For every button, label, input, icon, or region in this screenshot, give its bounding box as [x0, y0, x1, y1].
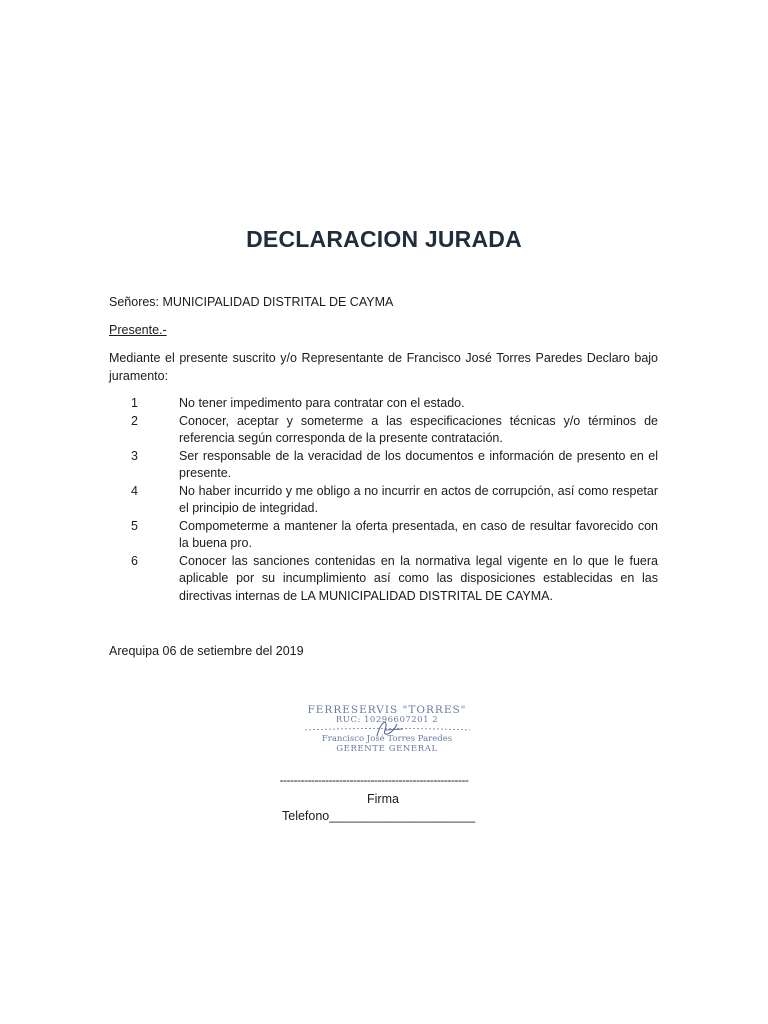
stamp-ruc: RUC: 10296607201 2 — [335, 715, 439, 725]
item-number: 3 — [131, 448, 138, 463]
list-item — [109, 553, 658, 606]
list-item — [109, 413, 658, 448]
stamp-role: GERENTE GENERAL — [336, 744, 438, 754]
item-number: 1 — [131, 396, 138, 410]
company-stamp — [285, 700, 490, 762]
item-number: 4 — [131, 483, 138, 498]
list-item — [109, 483, 658, 518]
item-text: No haber incurrido y me obligo a no incurrir en actos de corrupción, así como respetar el principio de integridad. — [179, 483, 658, 515]
list-item — [109, 395, 658, 413]
stamp-company: FERRESERVIS "TORRES" — [307, 704, 467, 716]
signature-line: ------------------------------------------------------ — [279, 773, 469, 787]
item-text: No tener impedimento para contratar con el estado. — [179, 396, 465, 410]
phone-label: Telefono_____________________ — [282, 809, 476, 823]
stamp-name: Francisco José Torres Paredes — [321, 734, 453, 744]
item-text: Conocer, aceptar y someterme a las especificaciones técnicas y/o términos de referencia según corresponda de la presente contratación. — [179, 413, 658, 445]
item-text: Compometerme a mantener la oferta presentada, en caso de resultar favorecido con la buena pro. — [179, 518, 658, 550]
intro-paragraph: Mediante el presente suscrito y/o Representante de Francisco José Torres Paredes Declaro bajo juramento: — [109, 351, 658, 383]
declaration-list — [109, 395, 658, 605]
recipient-line: Señores: MUNICIPALIDAD DISTRITAL DE CAYMA — [109, 295, 394, 309]
item-number: 6 — [131, 553, 138, 568]
stamp-graphic — [285, 700, 490, 762]
document-title: DECLARACION JURADA — [246, 226, 522, 252]
greeting: Presente.- — [109, 323, 167, 337]
signature-label: Firma — [367, 792, 399, 806]
list-item — [109, 518, 658, 553]
item-text: Conocer las sanciones contenidas en la normativa legal vigente en lo que le fuera aplicable por su incumplimiento así como las disposiciones establecidas en las directivas internas de LA MUNICIPALIDAD DISTRITAL DE CAYMA. — [179, 553, 658, 603]
item-number: 2 — [131, 413, 138, 428]
place-date: Arequipa 06 de setiembre del 2019 — [109, 644, 304, 658]
list-item — [109, 448, 658, 483]
item-number: 5 — [131, 518, 138, 533]
item-text: Ser responsable de la veracidad de los documentos e información de presento en el presente. — [179, 448, 658, 480]
